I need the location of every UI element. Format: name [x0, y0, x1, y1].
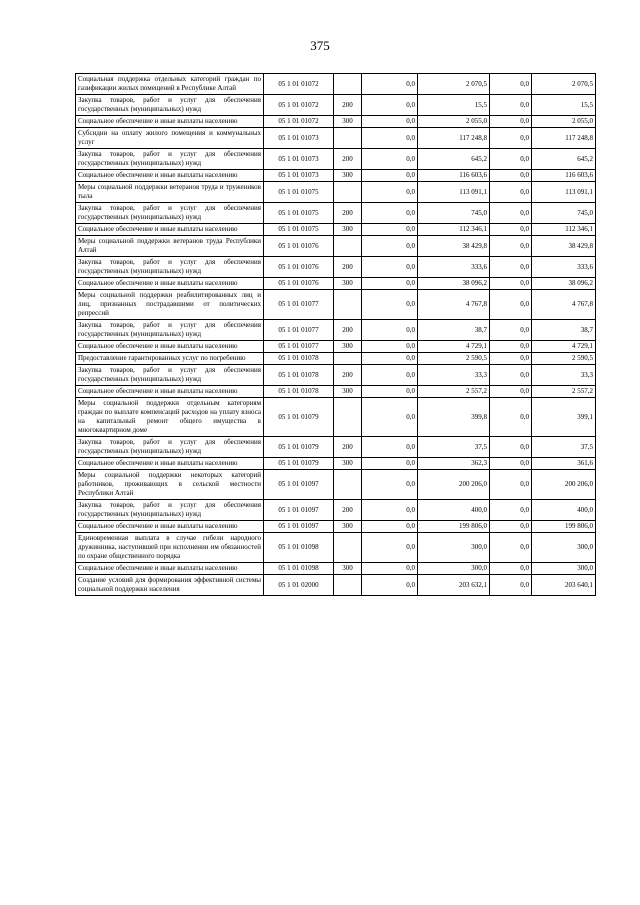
row-value-2-cell: 362,3: [418, 458, 490, 470]
row-value-4-cell: 361,6: [532, 458, 596, 470]
row-value-4-cell: 300,0: [532, 563, 596, 575]
row-code-cell: 05 1 01 01077: [264, 290, 334, 320]
row-expense-type-cell: 300: [334, 170, 362, 182]
row-expense-type-cell: [334, 398, 362, 437]
row-name-cell: Социальное обеспечение и иные выплаты населению: [76, 341, 264, 353]
row-code-cell: 05 1 01 01075: [264, 224, 334, 236]
row-value-3-cell: 0,0: [490, 533, 532, 563]
table-row: [76, 398, 596, 437]
row-expense-type-cell: 200: [334, 149, 362, 170]
row-name-cell: Социальное обеспечение и иные выплаты населению: [76, 116, 264, 128]
row-name-cell: Меры социальной поддержки отдельным категориям граждан по выплате компенсаций расходов на уплату взноса на капитальный ремонт общего имущества в многоквартирном доме: [76, 398, 264, 437]
row-value-2-cell: 2 590,5: [418, 353, 490, 365]
row-code-cell: 05 1 01 02000: [264, 575, 334, 596]
row-value-2-cell: 113 091,1: [418, 182, 490, 203]
row-name-cell: Единовременная выплата в случае гибели народного дружинника, наступившей при исполнении им обязанностей по охране общественного порядка: [76, 533, 264, 563]
row-name-cell: Закупка товаров, работ и услуг для обеспечения государственных (муниципальных) нужд: [76, 365, 264, 386]
row-expense-type-cell: [334, 470, 362, 500]
table-row: [76, 116, 596, 128]
row-name-cell: Меры социальной поддержки ветеранов труда Республики Алтай: [76, 236, 264, 257]
row-name-cell: Закупка товаров, работ и услуг для обеспечения государственных (муниципальных) нужд: [76, 500, 264, 521]
row-value-1-cell: 0,0: [362, 500, 418, 521]
row-expense-type-cell: 300: [334, 521, 362, 533]
row-value-2-cell: 2 557,2: [418, 386, 490, 398]
row-value-4-cell: 38 096,2: [532, 278, 596, 290]
row-expense-type-cell: [334, 236, 362, 257]
table-row: [76, 170, 596, 182]
table-row: [76, 236, 596, 257]
row-value-2-cell: 199 806,0: [418, 521, 490, 533]
row-name-cell: Социальная поддержка отдельных категорий граждан по газификации жилых помещений в Республике Алтай: [76, 74, 264, 95]
row-code-cell: 05 1 01 01073: [264, 128, 334, 149]
table-row: [76, 149, 596, 170]
row-value-1-cell: 0,0: [362, 353, 418, 365]
row-value-2-cell: 38 096,2: [418, 278, 490, 290]
row-value-2-cell: 200 206,0: [418, 470, 490, 500]
row-value-1-cell: 0,0: [362, 470, 418, 500]
row-value-1-cell: 0,0: [362, 182, 418, 203]
row-value-1-cell: 0,0: [362, 170, 418, 182]
table-row: [76, 437, 596, 458]
row-value-2-cell: 4 729,1: [418, 341, 490, 353]
row-value-4-cell: 15,5: [532, 95, 596, 116]
row-value-3-cell: 0,0: [490, 236, 532, 257]
row-value-3-cell: 0,0: [490, 458, 532, 470]
table-row: [76, 182, 596, 203]
row-value-4-cell: 645,2: [532, 149, 596, 170]
row-value-1-cell: 0,0: [362, 116, 418, 128]
row-value-1-cell: 0,0: [362, 236, 418, 257]
row-value-2-cell: 745,0: [418, 203, 490, 224]
row-value-1-cell: 0,0: [362, 575, 418, 596]
row-value-2-cell: 116 603,6: [418, 170, 490, 182]
row-code-cell: 05 1 01 01079: [264, 458, 334, 470]
row-code-cell: 05 1 01 01097: [264, 500, 334, 521]
row-value-4-cell: 4 729,1: [532, 341, 596, 353]
row-code-cell: 05 1 01 01079: [264, 437, 334, 458]
row-expense-type-cell: [334, 290, 362, 320]
row-code-cell: 05 1 01 01078: [264, 353, 334, 365]
row-value-3-cell: 0,0: [490, 224, 532, 236]
row-code-cell: 05 1 01 01076: [264, 236, 334, 257]
row-code-cell: 05 1 01 01097: [264, 470, 334, 500]
row-code-cell: 05 1 01 01076: [264, 257, 334, 278]
row-name-cell: Меры социальной поддержки некоторых категорий работников, проживающих в сельской местности Республики Алтай: [76, 470, 264, 500]
row-name-cell: Закупка товаров, работ и услуг для обеспечения государственных (муниципальных) нужд: [76, 95, 264, 116]
row-code-cell: 05 1 01 01077: [264, 320, 334, 341]
row-name-cell: Предоставление гарантированных услуг по погребению: [76, 353, 264, 365]
row-name-cell: Социальное обеспечение и иные выплаты населению: [76, 521, 264, 533]
row-expense-type-cell: [334, 353, 362, 365]
budget-table: [75, 73, 596, 596]
row-value-3-cell: 0,0: [490, 386, 532, 398]
row-name-cell: Социальное обеспечение и иные выплаты населению: [76, 563, 264, 575]
row-value-4-cell: 745,0: [532, 203, 596, 224]
row-expense-type-cell: 200: [334, 320, 362, 341]
table-row: [76, 533, 596, 563]
row-value-4-cell: 113 091,1: [532, 182, 596, 203]
row-value-4-cell: 37,5: [532, 437, 596, 458]
row-value-4-cell: 117 248,8: [532, 128, 596, 149]
row-value-1-cell: 0,0: [362, 149, 418, 170]
row-value-1-cell: 0,0: [362, 521, 418, 533]
row-value-1-cell: 0,0: [362, 398, 418, 437]
table-row: [76, 353, 596, 365]
row-name-cell: Социальное обеспечение и иные выплаты населению: [76, 224, 264, 236]
row-value-3-cell: 0,0: [490, 575, 532, 596]
row-value-4-cell: 116 603,6: [532, 170, 596, 182]
row-expense-type-cell: 300: [334, 386, 362, 398]
table-row: [76, 575, 596, 596]
row-expense-type-cell: [334, 575, 362, 596]
row-value-1-cell: 0,0: [362, 437, 418, 458]
row-value-3-cell: 0,0: [490, 500, 532, 521]
row-value-2-cell: 37,5: [418, 437, 490, 458]
row-value-2-cell: 300,0: [418, 563, 490, 575]
row-expense-type-cell: 300: [334, 458, 362, 470]
row-expense-type-cell: [334, 182, 362, 203]
row-code-cell: 05 1 01 01075: [264, 182, 334, 203]
table-row: [76, 458, 596, 470]
row-value-2-cell: 2 055,0: [418, 116, 490, 128]
row-name-cell: Меры социальной поддержки ветеранов труда и тружеников тыла: [76, 182, 264, 203]
row-value-2-cell: 38 429,8: [418, 236, 490, 257]
table-row: [76, 203, 596, 224]
row-code-cell: 05 1 01 01073: [264, 149, 334, 170]
table-row: [76, 500, 596, 521]
row-code-cell: 05 1 01 01098: [264, 563, 334, 575]
row-value-3-cell: 0,0: [490, 365, 532, 386]
row-value-3-cell: 0,0: [490, 149, 532, 170]
row-value-3-cell: 0,0: [490, 116, 532, 128]
row-name-cell: Закупка товаров, работ и услуг для обеспечения государственных (муниципальных) нужд: [76, 437, 264, 458]
row-value-2-cell: 399,8: [418, 398, 490, 437]
row-code-cell: 05 1 01 01072: [264, 116, 334, 128]
row-value-3-cell: 0,0: [490, 290, 532, 320]
row-expense-type-cell: 300: [334, 563, 362, 575]
row-value-2-cell: 33,3: [418, 365, 490, 386]
row-value-3-cell: 0,0: [490, 320, 532, 341]
row-value-2-cell: 645,2: [418, 149, 490, 170]
row-value-1-cell: 0,0: [362, 341, 418, 353]
row-value-3-cell: 0,0: [490, 170, 532, 182]
table-row: [76, 128, 596, 149]
row-name-cell: Создание условий для формирования эффективной системы социальной поддержки населения: [76, 575, 264, 596]
row-code-cell: 05 1 01 01073: [264, 170, 334, 182]
row-value-4-cell: 38,7: [532, 320, 596, 341]
table-row: [76, 563, 596, 575]
row-value-3-cell: 0,0: [490, 203, 532, 224]
row-name-cell: Меры социальной поддержки реабилитированных лиц и лиц, признанных пострадавшими от политических репрессий: [76, 290, 264, 320]
table-row: [76, 341, 596, 353]
row-value-1-cell: 0,0: [362, 458, 418, 470]
row-value-1-cell: 0,0: [362, 278, 418, 290]
row-value-3-cell: 0,0: [490, 182, 532, 203]
table-row: [76, 224, 596, 236]
row-value-2-cell: 117 248,8: [418, 128, 490, 149]
row-value-3-cell: 0,0: [490, 278, 532, 290]
row-code-cell: 05 1 01 01078: [264, 365, 334, 386]
table-row: [76, 470, 596, 500]
row-value-2-cell: 400,0: [418, 500, 490, 521]
row-value-2-cell: 4 767,8: [418, 290, 490, 320]
row-value-3-cell: 0,0: [490, 437, 532, 458]
row-code-cell: 05 1 01 01098: [264, 533, 334, 563]
row-value-4-cell: 38 429,8: [532, 236, 596, 257]
row-value-3-cell: 0,0: [490, 398, 532, 437]
row-value-2-cell: 2 070,5: [418, 74, 490, 95]
row-code-cell: 05 1 01 01097: [264, 521, 334, 533]
row-code-cell: 05 1 01 01079: [264, 398, 334, 437]
row-value-1-cell: 0,0: [362, 74, 418, 95]
row-value-3-cell: 0,0: [490, 128, 532, 149]
row-expense-type-cell: [334, 533, 362, 563]
row-value-2-cell: 38,7: [418, 320, 490, 341]
row-value-2-cell: 333,6: [418, 257, 490, 278]
row-value-4-cell: 399,1: [532, 398, 596, 437]
row-value-1-cell: 0,0: [362, 95, 418, 116]
row-value-2-cell: 112 346,1: [418, 224, 490, 236]
row-value-4-cell: 300,0: [532, 533, 596, 563]
row-expense-type-cell: 200: [334, 257, 362, 278]
row-value-4-cell: 203 640,1: [532, 575, 596, 596]
row-expense-type-cell: 200: [334, 437, 362, 458]
table-row: [76, 365, 596, 386]
row-expense-type-cell: 200: [334, 95, 362, 116]
row-name-cell: Социальное обеспечение и иные выплаты населению: [76, 278, 264, 290]
budget-table-body: [76, 74, 596, 596]
row-code-cell: 05 1 01 01072: [264, 74, 334, 95]
row-value-3-cell: 0,0: [490, 95, 532, 116]
row-value-1-cell: 0,0: [362, 563, 418, 575]
row-expense-type-cell: 200: [334, 500, 362, 521]
row-value-3-cell: 0,0: [490, 521, 532, 533]
row-name-cell: Субсидии на оплату жилого помещения и коммунальных услуг: [76, 128, 264, 149]
row-value-1-cell: 0,0: [362, 386, 418, 398]
row-expense-type-cell: 200: [334, 365, 362, 386]
row-value-3-cell: 0,0: [490, 341, 532, 353]
row-value-4-cell: 400,0: [532, 500, 596, 521]
row-expense-type-cell: [334, 74, 362, 95]
row-value-4-cell: 2 055,0: [532, 116, 596, 128]
row-value-4-cell: 112 346,1: [532, 224, 596, 236]
row-value-2-cell: 300,0: [418, 533, 490, 563]
row-value-4-cell: 199 806,0: [532, 521, 596, 533]
row-value-2-cell: 203 632,1: [418, 575, 490, 596]
table-row: [76, 257, 596, 278]
row-value-4-cell: 333,6: [532, 257, 596, 278]
row-expense-type-cell: 300: [334, 341, 362, 353]
table-row: [76, 320, 596, 341]
row-value-1-cell: 0,0: [362, 365, 418, 386]
row-value-1-cell: 0,0: [362, 128, 418, 149]
row-code-cell: 05 1 01 01075: [264, 203, 334, 224]
row-code-cell: 05 1 01 01078: [264, 386, 334, 398]
row-value-4-cell: 2 070,5: [532, 74, 596, 95]
row-code-cell: 05 1 01 01072: [264, 95, 334, 116]
row-value-1-cell: 0,0: [362, 290, 418, 320]
table-row: [76, 290, 596, 320]
row-code-cell: 05 1 01 01077: [264, 341, 334, 353]
row-expense-type-cell: 200: [334, 203, 362, 224]
row-value-4-cell: 200 206,0: [532, 470, 596, 500]
table-row: [76, 74, 596, 95]
row-name-cell: Закупка товаров, работ и услуг для обеспечения государственных (муниципальных) нужд: [76, 257, 264, 278]
row-value-3-cell: 0,0: [490, 74, 532, 95]
row-value-3-cell: 0,0: [490, 563, 532, 575]
row-value-3-cell: 0,0: [490, 257, 532, 278]
row-value-4-cell: 2 590,5: [532, 353, 596, 365]
table-row: [76, 278, 596, 290]
row-name-cell: Социальное обеспечение и иные выплаты населению: [76, 170, 264, 182]
row-expense-type-cell: 300: [334, 278, 362, 290]
page-number: 375: [310, 38, 330, 53]
row-name-cell: Социальное обеспечение и иные выплаты населению: [76, 386, 264, 398]
row-name-cell: Закупка товаров, работ и услуг для обеспечения государственных (муниципальных) нужд: [76, 320, 264, 341]
table-row: [76, 521, 596, 533]
row-expense-type-cell: 300: [334, 116, 362, 128]
row-name-cell: Закупка товаров, работ и услуг для обеспечения государственных (муниципальных) нужд: [76, 149, 264, 170]
row-value-3-cell: 0,0: [490, 353, 532, 365]
row-value-1-cell: 0,0: [362, 320, 418, 341]
row-value-4-cell: 4 767,8: [532, 290, 596, 320]
row-value-2-cell: 15,5: [418, 95, 490, 116]
row-value-4-cell: 2 557,2: [532, 386, 596, 398]
table-row: [76, 95, 596, 116]
row-value-1-cell: 0,0: [362, 533, 418, 563]
row-expense-type-cell: 300: [334, 224, 362, 236]
row-value-1-cell: 0,0: [362, 257, 418, 278]
row-value-1-cell: 0,0: [362, 224, 418, 236]
row-code-cell: 05 1 01 01076: [264, 278, 334, 290]
row-value-1-cell: 0,0: [362, 203, 418, 224]
row-expense-type-cell: [334, 128, 362, 149]
row-value-4-cell: 33,3: [532, 365, 596, 386]
row-value-3-cell: 0,0: [490, 470, 532, 500]
table-row: [76, 386, 596, 398]
row-name-cell: Закупка товаров, работ и услуг для обеспечения государственных (муниципальных) нужд: [76, 203, 264, 224]
row-name-cell: Социальное обеспечение и иные выплаты населению: [76, 458, 264, 470]
